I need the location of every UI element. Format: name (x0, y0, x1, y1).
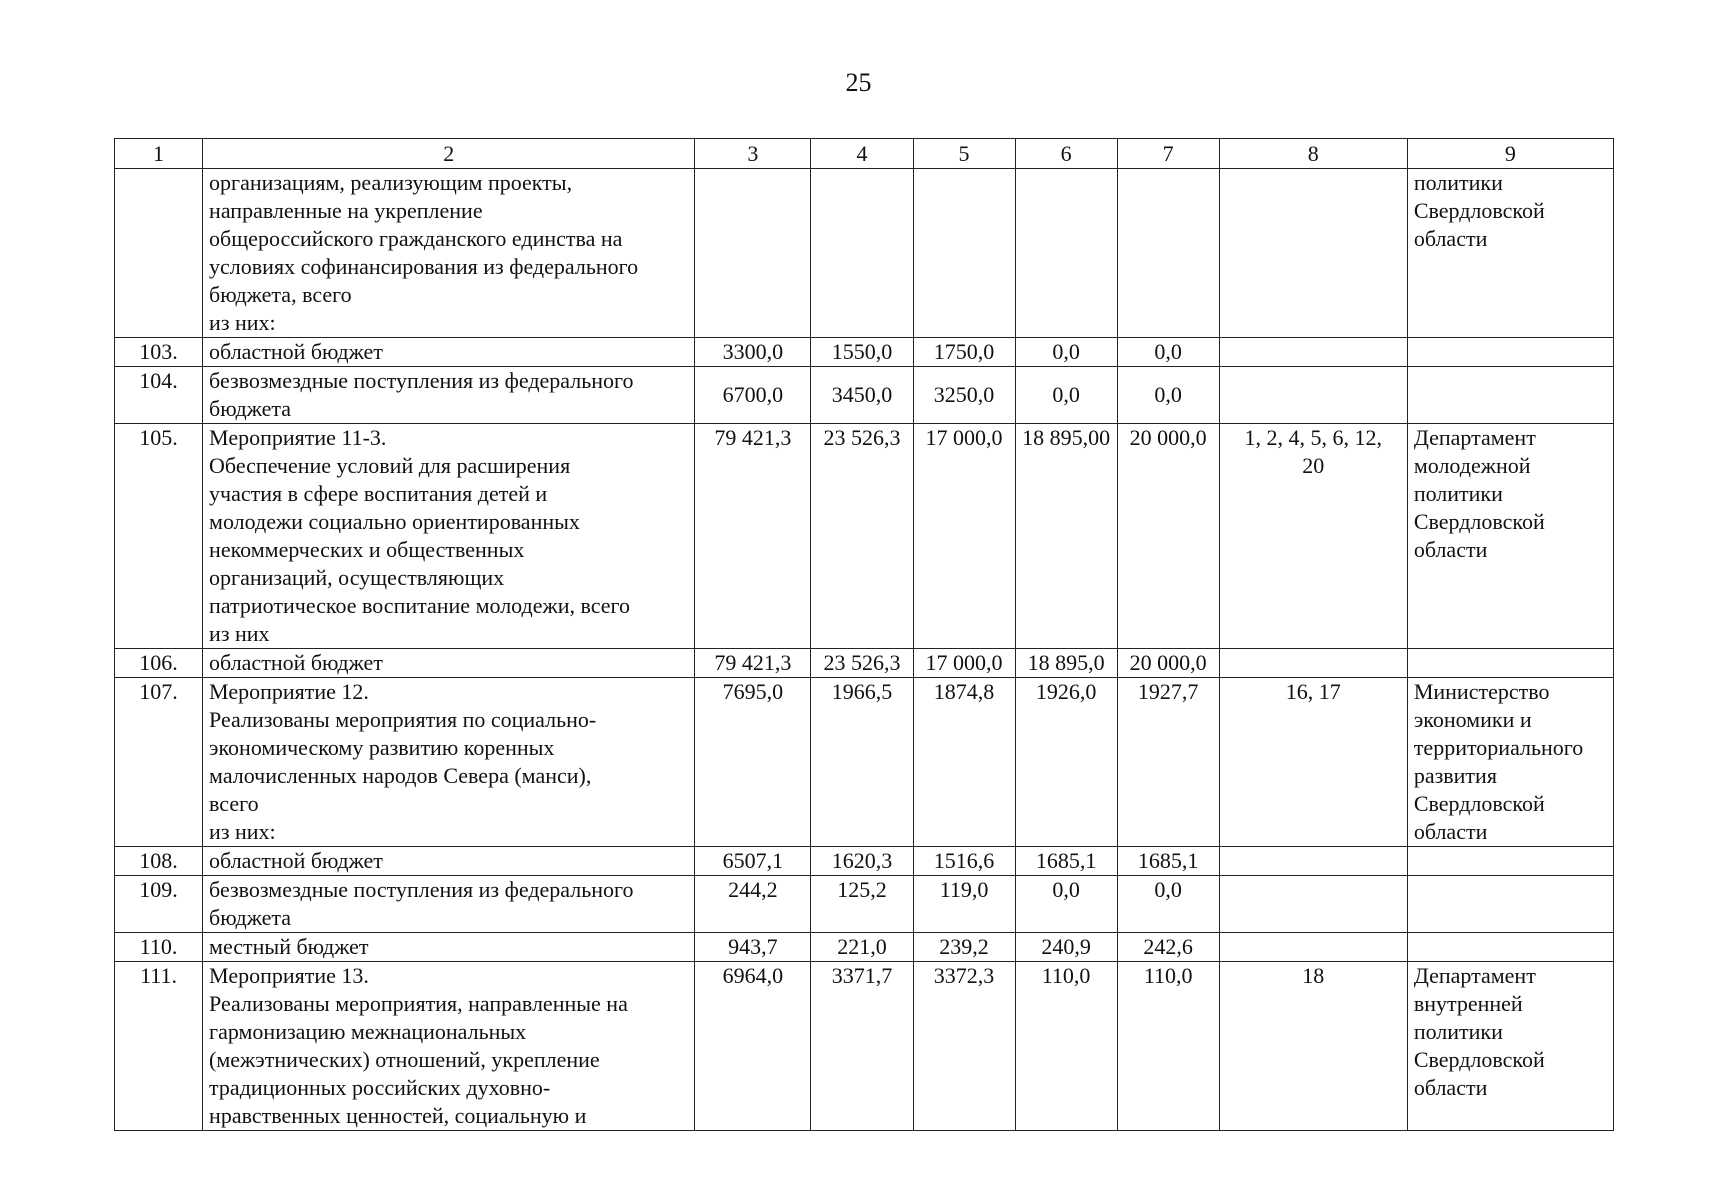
table-row (115, 169, 1614, 338)
table-row (115, 876, 1614, 933)
header-cell: 8 (1219, 139, 1407, 169)
value-cell-col3: 6700,0 (695, 367, 811, 424)
executor-cell: Министерство экономики и территориального развития Свердловской области (1407, 678, 1613, 847)
executor-cell: политики Свердловской области (1407, 169, 1613, 338)
row-number-cell: 104. (115, 367, 203, 424)
executor-cell (1407, 649, 1613, 678)
value-cell-col7 (1117, 169, 1219, 338)
value-cell-col4: 125,2 (811, 876, 913, 933)
value-cell-col5: 1874,8 (913, 678, 1015, 847)
value-cell-col3: 6964,0 (695, 962, 811, 1131)
value-cell-col6: 18 895,0 (1015, 649, 1117, 678)
target-indicators-cell (1219, 367, 1407, 424)
value-cell-col4: 1550,0 (811, 338, 913, 367)
executor-cell: Департамент внутренней политики Свердловской области (1407, 962, 1613, 1131)
value-cell-col5: 1750,0 (913, 338, 1015, 367)
value-cell-col5: 17 000,0 (913, 649, 1015, 678)
target-indicators-cell (1219, 847, 1407, 876)
value-cell-col3 (695, 169, 811, 338)
row-number-cell: 105. (115, 424, 203, 649)
target-indicators-cell: 18 (1219, 962, 1407, 1131)
table-row (115, 678, 1614, 847)
value-cell-col5: 3372,3 (913, 962, 1015, 1131)
target-indicators-cell (1219, 933, 1407, 962)
value-cell-col7: 0,0 (1117, 876, 1219, 933)
row-description-cell: местный бюджет (203, 933, 695, 962)
value-cell-col6: 110,0 (1015, 962, 1117, 1131)
value-cell-col3: 6507,1 (695, 847, 811, 876)
value-cell-col6: 0,0 (1015, 338, 1117, 367)
table-row (115, 424, 1614, 649)
header-cell: 3 (695, 139, 811, 169)
value-cell-col7: 0,0 (1117, 367, 1219, 424)
header-cell: 5 (913, 139, 1015, 169)
table-row (115, 649, 1614, 678)
row-description-cell: областной бюджет (203, 338, 695, 367)
executor-cell (1407, 338, 1613, 367)
table-row (115, 962, 1614, 1131)
target-indicators-cell (1219, 338, 1407, 367)
page-number: 25 (845, 68, 872, 97)
value-cell-col4: 1620,3 (811, 847, 913, 876)
row-number-cell: 111. (115, 962, 203, 1131)
value-cell-col4: 221,0 (811, 933, 913, 962)
value-cell-col6: 1926,0 (1015, 678, 1117, 847)
value-cell-col7: 110,0 (1117, 962, 1219, 1131)
header-cell: 6 (1015, 139, 1117, 169)
value-cell-col5: 17 000,0 (913, 424, 1015, 649)
table-body (115, 139, 1614, 1131)
budget-table (114, 138, 1614, 1131)
row-description-cell: областной бюджет (203, 649, 695, 678)
row-description-cell: организациям, реализующим проекты, направленные на укрепление общероссийского гражданского единства на условиях софинансирования из федерального бюджета, всего из них: (203, 169, 695, 338)
value-cell-col4: 3450,0 (811, 367, 913, 424)
value-cell-col7: 0,0 (1117, 338, 1219, 367)
header-cell: 1 (115, 139, 203, 169)
value-cell-col5: 3250,0 (913, 367, 1015, 424)
target-indicators-cell (1219, 649, 1407, 678)
value-cell-col6: 240,9 (1015, 933, 1117, 962)
value-cell-col4: 3371,7 (811, 962, 913, 1131)
value-cell-col3: 943,7 (695, 933, 811, 962)
header-cell: 4 (811, 139, 913, 169)
value-cell-col7: 1685,1 (1117, 847, 1219, 876)
table-row (115, 367, 1614, 424)
value-cell-col4: 23 526,3 (811, 424, 913, 649)
row-description-cell: Мероприятие 13. Реализованы мероприятия, направленные на гармонизацию межнациональных (межэтнических) отношений, укрепление традиционных российских духовно- нравственных ценностей, социальную и (203, 962, 695, 1131)
value-cell-col6: 0,0 (1015, 876, 1117, 933)
header-cell: 7 (1117, 139, 1219, 169)
value-cell-col3: 79 421,3 (695, 649, 811, 678)
table-row (115, 847, 1614, 876)
target-indicators-cell: 1, 2, 4, 5, 6, 12, 20 (1219, 424, 1407, 649)
value-cell-col7: 20 000,0 (1117, 424, 1219, 649)
row-description-cell: Мероприятие 11-3. Обеспечение условий для расширения участия в сфере воспитания детей и молодежи социально ориентированных некоммерческих и общественных организаций, осуществляющих патриотическое воспитание молодежи, всего из них (203, 424, 695, 649)
value-cell-col7: 1927,7 (1117, 678, 1219, 847)
executor-cell (1407, 933, 1613, 962)
value-cell-col5: 1516,6 (913, 847, 1015, 876)
row-number-cell: 110. (115, 933, 203, 962)
table-row (115, 338, 1614, 367)
value-cell-col3: 3300,0 (695, 338, 811, 367)
executor-cell (1407, 876, 1613, 933)
value-cell-col4 (811, 169, 913, 338)
executor-cell (1407, 847, 1613, 876)
value-cell-col3: 7695,0 (695, 678, 811, 847)
target-indicators-cell (1219, 169, 1407, 338)
row-number-cell (115, 169, 203, 338)
value-cell-col7: 242,6 (1117, 933, 1219, 962)
value-cell-col5: 239,2 (913, 933, 1015, 962)
row-number-cell: 109. (115, 876, 203, 933)
value-cell-col5: 119,0 (913, 876, 1015, 933)
row-number-cell: 107. (115, 678, 203, 847)
row-number-cell: 103. (115, 338, 203, 367)
row-number-cell: 108. (115, 847, 203, 876)
executor-cell (1407, 367, 1613, 424)
target-indicators-cell (1219, 876, 1407, 933)
value-cell-col7: 20 000,0 (1117, 649, 1219, 678)
value-cell-col6: 0,0 (1015, 367, 1117, 424)
value-cell-col6: 18 895,00 (1015, 424, 1117, 649)
row-description-cell: безвозмездные поступления из федерального бюджета (203, 876, 695, 933)
row-number-cell: 106. (115, 649, 203, 678)
executor-cell: Департамент молодежной политики Свердловской области (1407, 424, 1613, 649)
table-row (115, 933, 1614, 962)
table-header-row (115, 139, 1614, 169)
value-cell-col6: 1685,1 (1015, 847, 1117, 876)
value-cell-col4: 23 526,3 (811, 649, 913, 678)
row-description-cell: Мероприятие 12. Реализованы мероприятия по социально- экономическому развитию коренных малочисленных народов Севера (манси), всего из них: (203, 678, 695, 847)
row-description-cell: областной бюджет (203, 847, 695, 876)
header-cell: 2 (203, 139, 695, 169)
header-cell: 9 (1407, 139, 1613, 169)
row-description-cell: безвозмездные поступления из федерального бюджета (203, 367, 695, 424)
value-cell-col3: 244,2 (695, 876, 811, 933)
target-indicators-cell: 16, 17 (1219, 678, 1407, 847)
value-cell-col6 (1015, 169, 1117, 338)
value-cell-col5 (913, 169, 1015, 338)
value-cell-col3: 79 421,3 (695, 424, 811, 649)
value-cell-col4: 1966,5 (811, 678, 913, 847)
